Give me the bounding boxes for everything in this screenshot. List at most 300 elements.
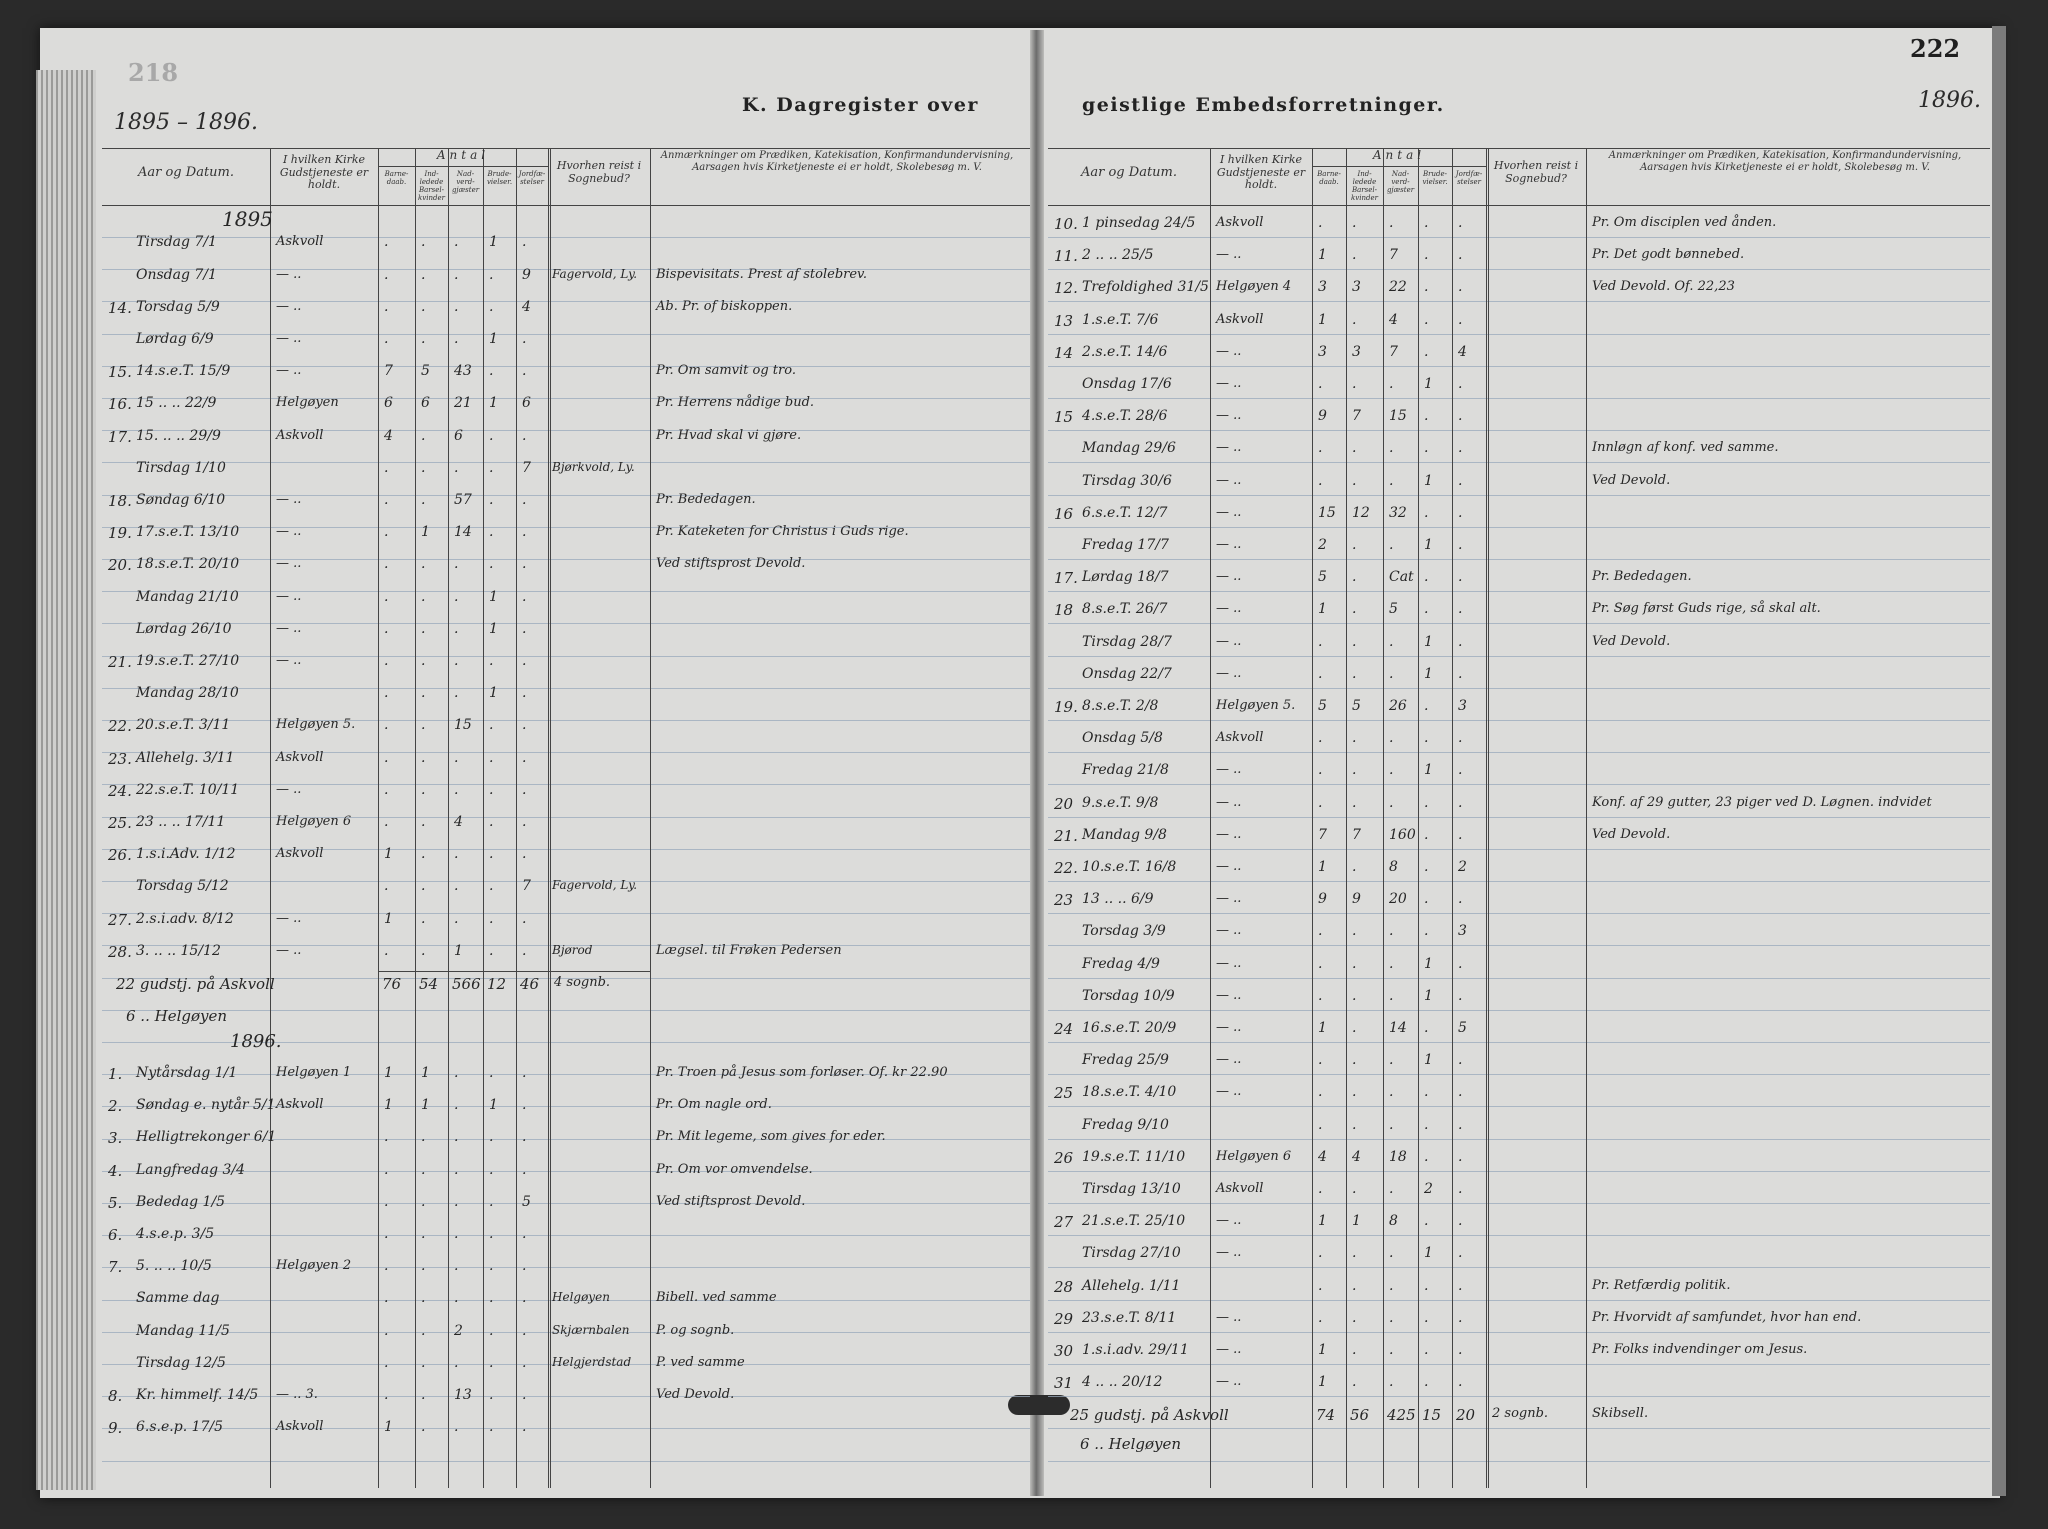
entry-count: 18 — [1389, 1148, 1407, 1165]
entry-count: 8 — [1389, 859, 1398, 875]
entry-count: . — [1424, 859, 1429, 875]
entry-count: . — [384, 1129, 389, 1146]
entry-count: . — [421, 1322, 426, 1339]
column-line — [483, 148, 484, 1488]
entry-number: 29 — [1054, 1309, 1074, 1328]
entry-date: Fredag 9/10 — [1082, 1116, 1169, 1133]
entry-date: Tirsdag 27/10 — [1082, 1245, 1181, 1262]
entry-church: — .. — [1216, 923, 1242, 939]
entry-count: 20 — [1389, 891, 1407, 908]
ruled-line — [1048, 881, 1990, 882]
entry-date: Tirsdag 12/5 — [136, 1354, 226, 1371]
entry-count: . — [489, 846, 494, 863]
ruled-line — [1048, 1074, 1990, 1075]
entry-number: 23. — [108, 749, 132, 768]
entry-date: Tirsdag 1/10 — [136, 459, 226, 476]
entry-count: 3 — [1458, 923, 1467, 940]
ruled-line — [102, 366, 1030, 367]
entry-travel: Helgøyen — [552, 1290, 610, 1305]
total-remark: Skibsell. — [1592, 1406, 1649, 1422]
entry-church: — .. — [1216, 601, 1242, 617]
entry-count: . — [1389, 537, 1394, 553]
entry-count: . — [384, 813, 389, 830]
ruled-line — [1048, 849, 1990, 850]
entry-count: 4 — [1318, 1148, 1327, 1165]
entry-count: . — [384, 1193, 389, 1210]
entry-count: . — [1352, 537, 1357, 553]
entry-date: 9.s.e.T. 9/8 — [1082, 794, 1159, 811]
ruled-line — [102, 720, 1030, 721]
entry-count: . — [454, 1097, 459, 1114]
antal-underline — [1312, 166, 1486, 167]
entry-count: . — [384, 524, 389, 541]
entry-count: . — [1318, 1116, 1323, 1133]
entry-date: Mandag 29/6 — [1082, 440, 1176, 457]
entry-count: . — [1458, 1084, 1463, 1101]
entry-count: . — [384, 1387, 389, 1404]
entry-church: — .. — [1216, 408, 1242, 424]
entry-count: . — [1424, 440, 1429, 457]
entry-count: 3 — [1318, 343, 1327, 360]
entry-number: 24. — [108, 781, 132, 800]
ruled-line — [1048, 1461, 1990, 1462]
entry-church: Askvoll — [276, 427, 324, 443]
entry-count: . — [384, 878, 389, 895]
entry-count: 1 — [1424, 955, 1433, 972]
entry-church: — .. — [1216, 376, 1242, 391]
ruled-line — [1048, 1396, 1990, 1397]
entry-date: Tirsdag 13/10 — [1082, 1181, 1181, 1197]
entry-count: . — [489, 1193, 494, 1210]
entry-count: . — [489, 1226, 494, 1243]
total-travel: 2 sognb. — [1492, 1406, 1549, 1422]
col-header-churched: Ind-ledede Barsel-kvinder — [1351, 170, 1378, 203]
entry-count: . — [1352, 601, 1357, 618]
ruled-line — [1048, 398, 1990, 399]
entry-count: . — [1424, 601, 1429, 618]
entry-date: 6.s.e.T. 12/7 — [1082, 504, 1168, 521]
entry-count: . — [1352, 569, 1357, 586]
entry-count: . — [454, 1419, 459, 1436]
entry-church: — .. — [1216, 826, 1242, 842]
entry-count: . — [522, 491, 527, 508]
entry-count: 1 — [1424, 987, 1433, 1004]
entry-count: . — [421, 1193, 426, 1210]
entry-count: . — [1389, 633, 1394, 650]
ruled-line — [1048, 301, 1990, 302]
entry-date: 15 .. .. 22/9 — [136, 395, 217, 412]
entry-count: . — [522, 1129, 527, 1146]
entry-number: 2. — [108, 1097, 123, 1116]
entry-count: 9 — [1318, 408, 1327, 425]
entry-count: . — [454, 1290, 459, 1307]
ruled-line — [102, 237, 1030, 238]
entry-count: . — [489, 298, 494, 315]
entry-church: Helgøyen 6 — [1216, 1148, 1292, 1164]
ruled-line — [1048, 462, 1990, 463]
entry-count: 15 — [454, 717, 472, 734]
entry-count: . — [1424, 1309, 1429, 1326]
ruled-line — [102, 559, 1030, 560]
column-line — [378, 148, 379, 1488]
entry-count: 7 — [522, 459, 531, 476]
entry-count: . — [1458, 665, 1463, 682]
entry-remark: Pr. Om samvit og tro. — [656, 363, 796, 379]
entry-date: 3. .. .. 15/12 — [136, 942, 221, 959]
entry-church: — .. — [1216, 472, 1242, 488]
entry-count: 1 — [489, 588, 498, 605]
entry-date: Onsdag 5/8 — [1082, 730, 1163, 747]
column-line — [1346, 148, 1347, 1488]
entry-count: . — [1352, 1116, 1357, 1133]
entry-count: . — [489, 1322, 494, 1339]
entry-church: Helgøyen 4 — [1216, 279, 1292, 295]
column-line — [516, 148, 517, 1488]
entry-count: 1 — [489, 1097, 498, 1114]
entry-count: 3 — [1352, 343, 1361, 360]
ruled-line — [1048, 623, 1990, 624]
entry-church: — .. — [276, 266, 302, 282]
entry-count: . — [522, 524, 527, 541]
entry-count: 1 — [1318, 601, 1327, 618]
entry-count: . — [384, 1290, 389, 1307]
entry-count: . — [1424, 215, 1429, 231]
entry-count: 1 — [384, 846, 393, 863]
entry-count: 12 — [1352, 504, 1370, 521]
entry-count: . — [1352, 440, 1357, 457]
entry-count: . — [1389, 1342, 1394, 1358]
entry-number: 5. — [108, 1193, 123, 1212]
ruled-line — [102, 1267, 1030, 1268]
entry-count: . — [1458, 215, 1463, 231]
entry-number: 14 — [1054, 343, 1074, 362]
col-header-churched: Ind-ledede Barsel-kvinder — [418, 170, 445, 203]
entry-count: . — [1352, 730, 1357, 747]
entry-count: . — [421, 749, 426, 766]
entry-count: . — [454, 1193, 459, 1210]
entry-church: — .. — [276, 652, 302, 668]
entry-count: 7 — [1389, 247, 1398, 264]
entry-count: . — [1318, 730, 1323, 747]
entry-count: . — [1424, 247, 1429, 264]
column-line — [1418, 148, 1419, 1488]
entry-count: . — [1352, 794, 1357, 811]
entry-church: Askvoll — [1216, 730, 1264, 746]
entry-count: . — [454, 652, 459, 669]
entry-date: 17.s.e.T. 13/10 — [136, 524, 240, 541]
ruled-line — [1048, 1042, 1990, 1043]
entry-count: . — [384, 266, 389, 283]
total-count: 56 — [1350, 1406, 1370, 1425]
col-header-communicants: Nad-verd-gjæster — [451, 170, 480, 195]
entry-count: . — [421, 717, 426, 734]
entry-count: 1 — [1318, 311, 1327, 328]
column-line — [550, 148, 551, 1488]
total-count: 46 — [520, 974, 540, 993]
entry-remark: Pr. Bededagen. — [1592, 569, 1692, 585]
entry-count: . — [1458, 730, 1463, 747]
entry-count: 1 — [1424, 1245, 1433, 1262]
entry-count: 1 — [421, 1097, 430, 1114]
entry-count: . — [1424, 569, 1429, 586]
ruled-line — [1048, 237, 1990, 238]
binding-clasp — [1008, 1395, 1070, 1415]
entry-number: 14. — [108, 298, 132, 317]
ruled-line — [1048, 1139, 1990, 1140]
entry-count: 13 — [454, 1387, 472, 1404]
entry-count: 7 — [1352, 826, 1361, 843]
entry-number: 6. — [108, 1226, 123, 1245]
entry-date: 16.s.e.T. 20/9 — [1082, 1020, 1177, 1036]
entry-church: Askvoll — [276, 1419, 324, 1435]
entry-date: Allehelg. 1/11 — [1082, 1277, 1181, 1294]
entry-church: Askvoll — [276, 234, 324, 250]
entry-count: 3 — [1318, 279, 1327, 296]
entry-count: . — [421, 427, 426, 444]
entry-count: . — [1458, 1342, 1463, 1358]
entry-church: — .. — [1216, 859, 1242, 874]
entry-remark: Pr. Hvad skal vi gjøre. — [656, 427, 802, 443]
entry-count: . — [1389, 472, 1394, 489]
entry-date: 18.s.e.T. 4/10 — [1082, 1084, 1177, 1101]
entry-remark: Pr. Det godt bønnebed. — [1592, 247, 1745, 263]
entry-count: . — [421, 942, 426, 959]
entry-remark: Ab. Pr. of biskoppen. — [656, 298, 793, 314]
ruled-line — [1048, 784, 1990, 785]
entry-date: 5. .. .. 10/5 — [136, 1258, 212, 1275]
entry-count: . — [454, 1065, 459, 1082]
ruled-line — [1048, 527, 1990, 528]
entry-count: . — [421, 330, 426, 347]
entry-count: . — [1318, 923, 1323, 940]
entry-church: — .. — [276, 942, 302, 958]
col-header-travel: Hvorhen reist i Sognebud? — [1493, 159, 1579, 185]
col-header-date: Aar og Datum. — [1081, 165, 1177, 180]
entry-count: . — [522, 717, 527, 734]
entry-count: 1 — [1424, 376, 1433, 392]
entry-count: . — [522, 620, 527, 637]
entry-remark: Pr. Hvorvidt af samfundet, hvor han end. — [1592, 1309, 1862, 1325]
entry-count: . — [1424, 923, 1429, 940]
entry-date: Fredag 25/9 — [1082, 1052, 1169, 1069]
entry-date: Mandag 28/10 — [136, 685, 239, 702]
entry-count: 3 — [1458, 698, 1467, 714]
header-top-line — [102, 148, 1030, 149]
entry-count: 1 — [1318, 247, 1327, 264]
entry-date: 1.s.i.adv. 29/11 — [1082, 1342, 1189, 1358]
entry-count: 8 — [1389, 1213, 1398, 1230]
entry-count: . — [454, 781, 459, 798]
entry-count: . — [454, 1161, 459, 1178]
entry-count: . — [1352, 633, 1357, 650]
entry-count: 1 — [1424, 665, 1433, 682]
entry-count: . — [489, 910, 494, 927]
ruled-line — [1048, 688, 1990, 689]
entry-count: . — [1458, 504, 1463, 521]
entry-number: 30 — [1054, 1342, 1074, 1360]
entry-number: 21. — [108, 652, 132, 671]
entry-count: . — [1424, 1213, 1429, 1230]
entry-count: . — [1389, 215, 1394, 231]
ruled-line — [102, 591, 1030, 592]
column-line — [1488, 148, 1489, 1488]
ruled-line — [1048, 720, 1990, 721]
entry-date: Tirsdag 28/7 — [1082, 633, 1172, 650]
column-line — [1383, 148, 1384, 1488]
entry-count: 2 — [1458, 859, 1467, 875]
entry-count: . — [1318, 215, 1323, 231]
entry-count: 1 — [421, 1065, 430, 1082]
ruled-line — [1048, 1300, 1990, 1301]
entry-count: . — [1424, 279, 1429, 296]
ruled-line — [102, 1428, 1030, 1429]
entry-date: Fredag 17/7 — [1082, 537, 1169, 553]
entry-count: . — [421, 813, 426, 830]
entry-count: . — [1424, 1020, 1429, 1036]
entry-count: 1 — [1352, 1213, 1361, 1230]
entry-date: Trefoldighed 31/5 — [1082, 279, 1209, 296]
entry-count: 2 — [1318, 537, 1327, 553]
entry-count: . — [489, 781, 494, 798]
entry-travel: Fagervold, Ly. — [552, 266, 638, 281]
entry-date: Onsdag 22/7 — [1082, 665, 1172, 682]
entry-travel: Helgjerdstad — [552, 1354, 632, 1369]
entry-count: . — [1458, 1116, 1463, 1133]
entry-count: . — [489, 878, 494, 895]
entry-church: — .. — [276, 524, 302, 540]
header-bottom-line — [1048, 205, 1990, 206]
entry-remark: P. ved samme — [656, 1354, 745, 1370]
ruled-line — [1048, 1010, 1990, 1011]
entry-count: . — [1318, 1181, 1323, 1197]
entry-number: 26. — [108, 846, 132, 865]
entry-count: . — [454, 459, 459, 476]
entry-church: — .. — [1216, 537, 1242, 552]
entry-count: . — [522, 749, 527, 766]
entry-count: . — [1389, 665, 1394, 682]
entry-count: 160 — [1389, 826, 1416, 843]
entry-count: . — [1352, 859, 1357, 875]
entry-count: . — [1424, 311, 1429, 328]
entry-church: — .. — [1216, 955, 1242, 971]
entry-count: . — [384, 1226, 389, 1243]
total-count: 566 — [452, 974, 481, 993]
entry-count: . — [1424, 1148, 1429, 1165]
entry-count: 1 — [1424, 633, 1433, 650]
entry-remark: Pr. Søg først Guds rige, så skal alt. — [1592, 601, 1821, 617]
entry-count: . — [489, 524, 494, 541]
right-cover-edge — [1992, 26, 2006, 1496]
entry-count: 1 — [1424, 537, 1433, 553]
entry-count: 1 — [454, 942, 463, 959]
entry-number: 23 — [1054, 891, 1074, 910]
entry-date: Torsdag 5/12 — [136, 878, 229, 895]
entry-date: Samme dag — [136, 1290, 220, 1307]
entry-count: . — [454, 298, 459, 315]
entry-count: . — [489, 1419, 494, 1436]
entry-date: 19.s.e.T. 27/10 — [136, 652, 240, 669]
entry-count: . — [489, 1354, 494, 1371]
entry-count: . — [454, 1258, 459, 1275]
entry-count: . — [1458, 1374, 1463, 1391]
entry-number: 16 — [1054, 504, 1074, 523]
ruled-line — [1048, 913, 1990, 914]
entry-count: . — [1389, 987, 1394, 1004]
entry-number: 31 — [1054, 1374, 1074, 1393]
entry-count: . — [1389, 1277, 1394, 1294]
entry-count: 7 — [384, 363, 393, 380]
entry-number: 27 — [1054, 1213, 1074, 1232]
entry-count: . — [489, 459, 494, 476]
entry-count: . — [1458, 987, 1463, 1004]
right-page-title: geistlige Embedsforretninger. — [1082, 94, 1445, 116]
entry-count: . — [384, 1322, 389, 1339]
entry-church: — .. — [1216, 987, 1242, 1003]
entry-count: . — [421, 1419, 426, 1436]
entry-count: . — [1318, 1084, 1323, 1101]
entry-church: — .. — [276, 781, 302, 797]
entry-travel: Bjørod — [552, 942, 593, 957]
column-line — [1210, 148, 1211, 1488]
entry-count: 2 — [454, 1322, 463, 1339]
entry-count: . — [1318, 376, 1323, 392]
entry-count: . — [421, 620, 426, 637]
entry-count: . — [454, 620, 459, 637]
entry-date: Bededag 1/5 — [136, 1193, 226, 1210]
entry-count: . — [1318, 1309, 1323, 1326]
entry-count: . — [454, 910, 459, 927]
entry-count: . — [1458, 633, 1463, 650]
entry-count: . — [454, 234, 459, 251]
entry-count: . — [522, 363, 527, 380]
ruled-line — [1048, 495, 1990, 496]
entry-count: . — [1458, 537, 1463, 553]
entry-count: . — [454, 878, 459, 895]
entry-number: 28. — [108, 942, 132, 961]
entry-date: Torsdag 3/9 — [1082, 923, 1166, 940]
ruled-line — [1048, 591, 1990, 592]
entry-count: 5 — [1318, 569, 1327, 586]
entry-count: 5 — [1352, 698, 1361, 714]
entry-church: — .. — [1216, 1245, 1242, 1261]
entry-count: 4 — [1352, 1148, 1361, 1165]
entry-count: 5 — [1389, 601, 1398, 618]
entry-church: — .. — [1216, 440, 1242, 456]
entry-count: . — [1458, 1245, 1463, 1262]
entry-count: 2 — [1424, 1181, 1433, 1197]
entry-count: . — [384, 749, 389, 766]
entry-count: . — [1318, 762, 1323, 779]
entry-count: 9 — [1352, 891, 1361, 908]
entry-date: 4.s.e.T. 28/6 — [1082, 408, 1168, 425]
entry-count: . — [1389, 440, 1394, 457]
entry-count: . — [522, 1226, 527, 1243]
entry-date: 4 .. .. 20/12 — [1082, 1374, 1163, 1391]
entry-count: . — [384, 459, 389, 476]
entry-count: . — [454, 1226, 459, 1243]
entry-count: . — [384, 1161, 389, 1178]
ruled-line — [1048, 752, 1990, 753]
entry-number: 16. — [108, 395, 132, 414]
entry-remark: Bispevisitats. Prest af stolebrev. — [656, 266, 867, 282]
entry-church: — .. — [276, 491, 302, 507]
entry-count: 4 — [454, 813, 463, 830]
ruled-line — [102, 784, 1030, 785]
entry-count: 6 — [522, 395, 531, 412]
entry-number: 15. — [108, 363, 132, 382]
entry-date: 18.s.e.T. 20/10 — [136, 556, 240, 573]
entry-remark: Ved Devold. Of. 22,23 — [1592, 279, 1735, 295]
